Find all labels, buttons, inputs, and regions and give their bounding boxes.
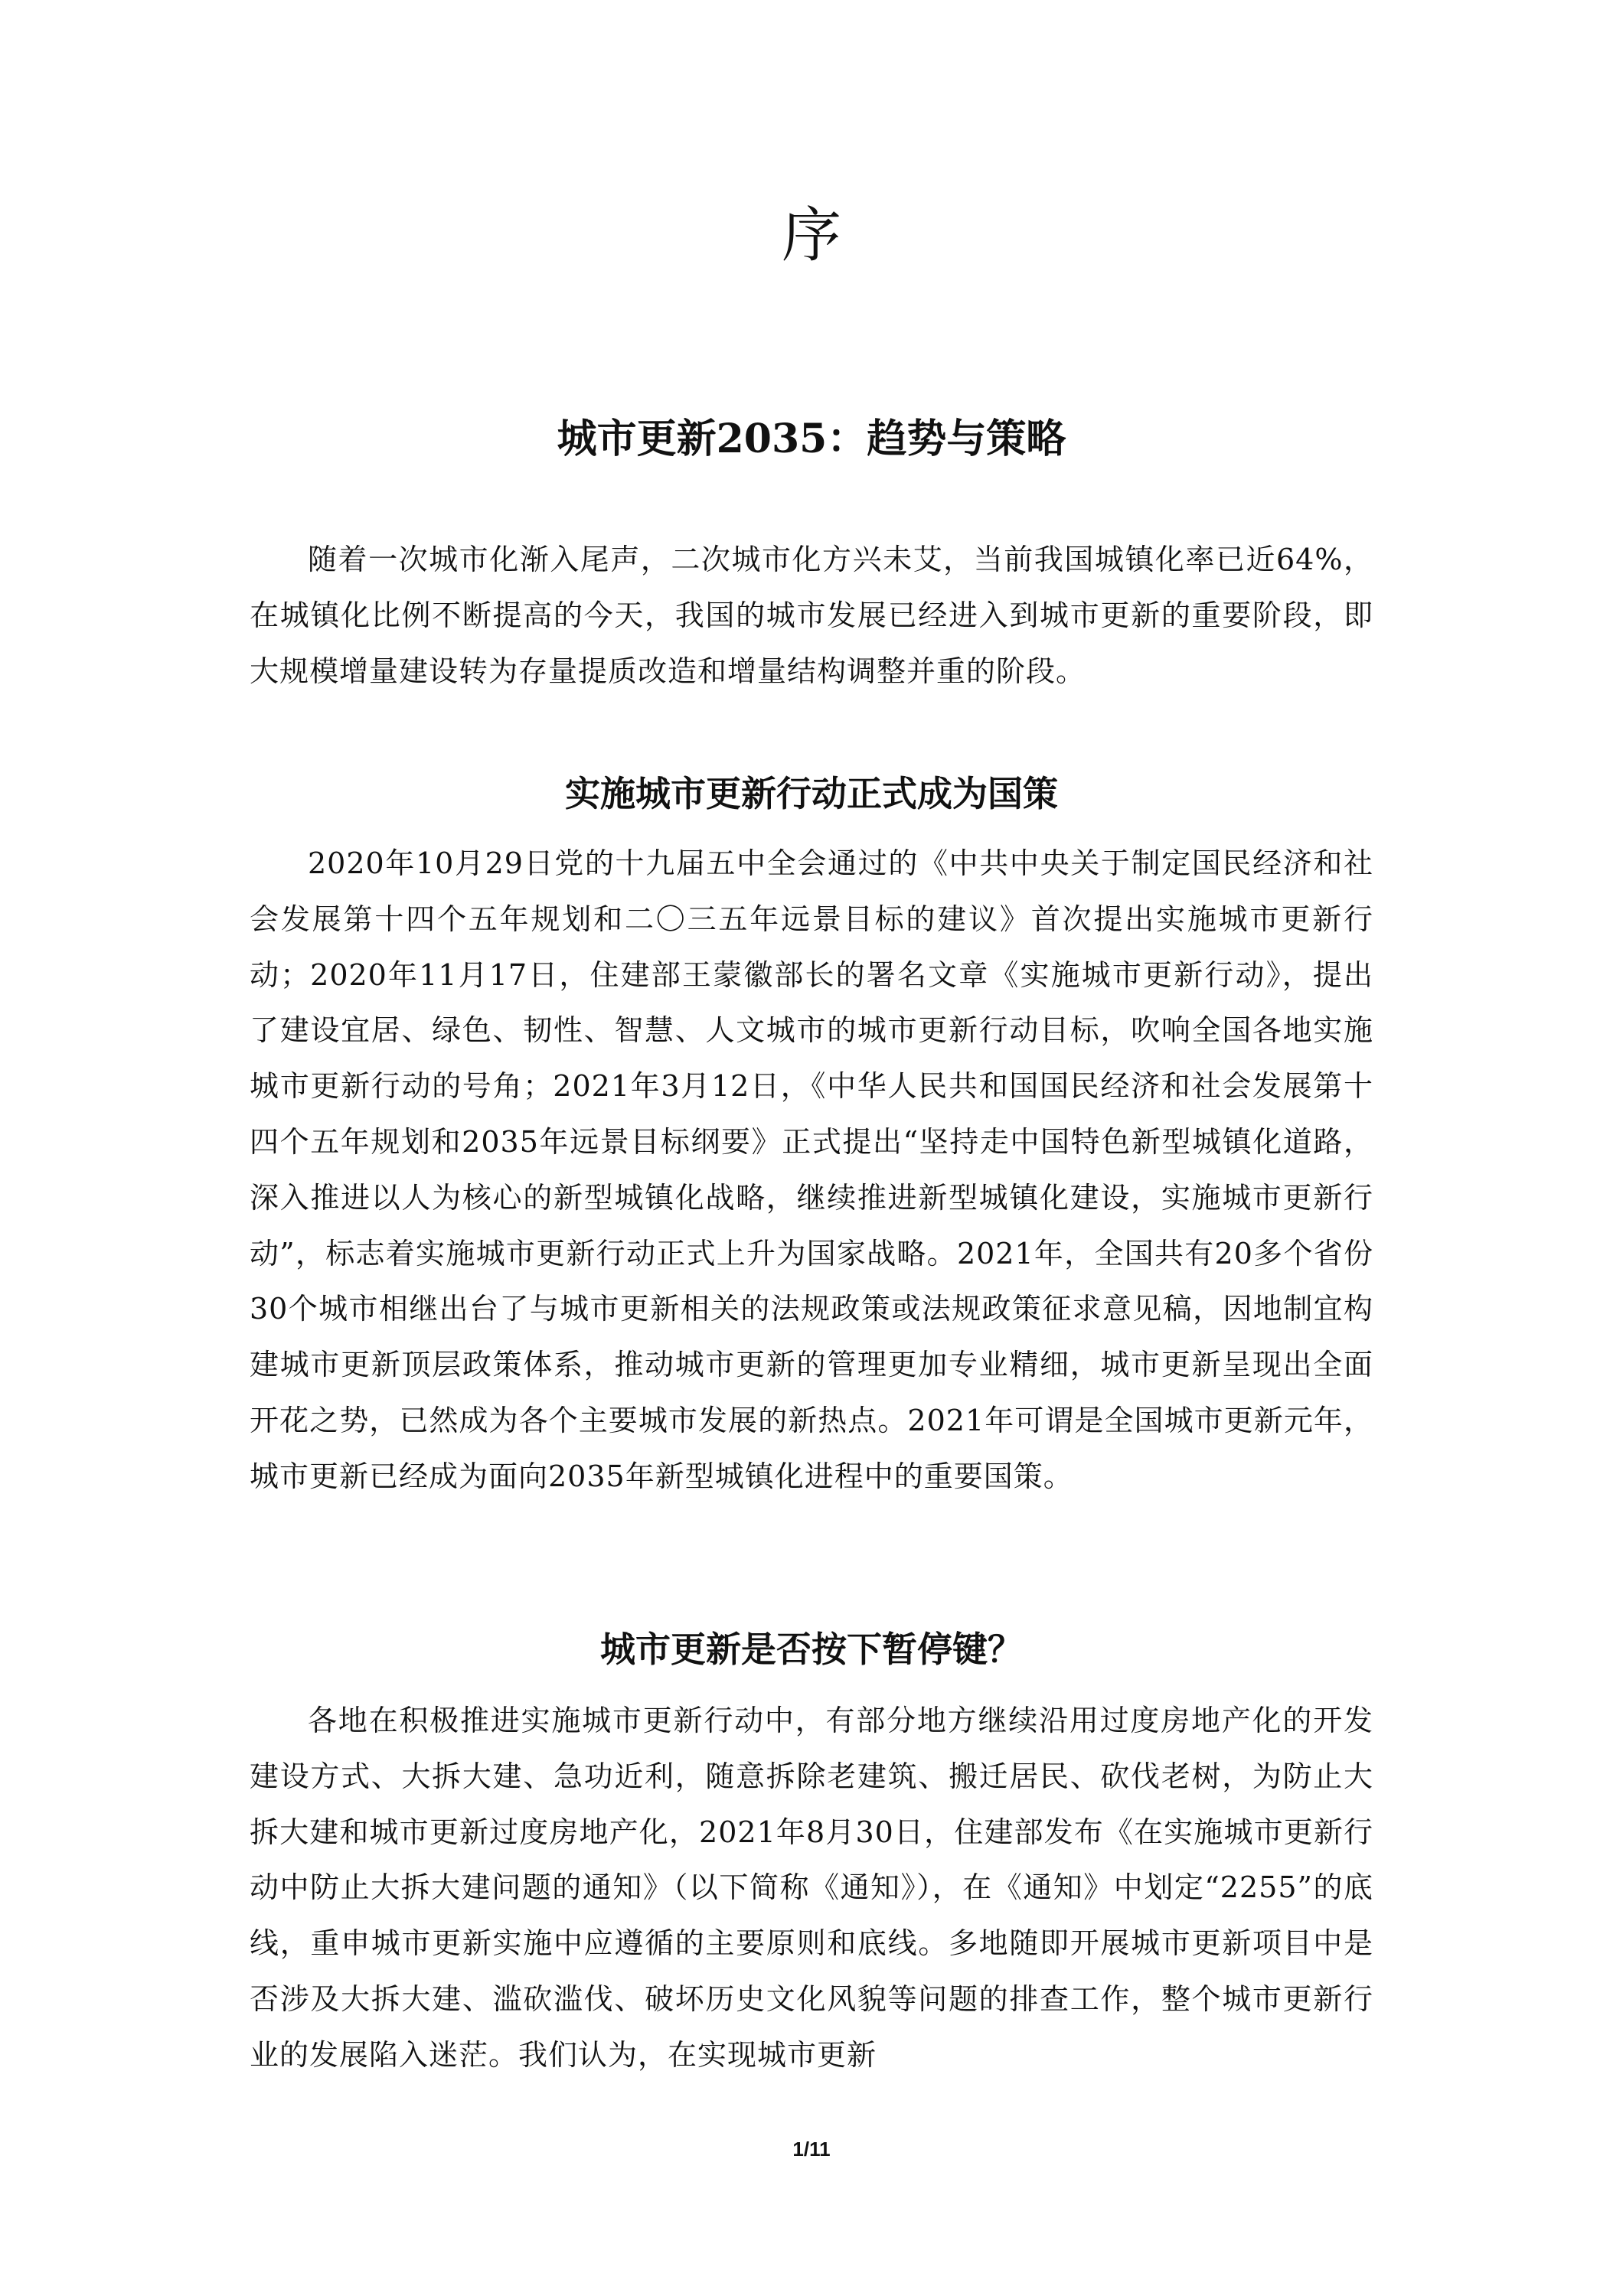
section-heading-national-policy: 实施城市更新行动正式成为国策 [565,773,1058,814]
page-number: 1/11 [792,2138,831,2161]
section-paragraph-national-policy: 2020年10月29日党的十九届五中全会通过的《中共中央关于制定国民经济和社会发展第十四个五年规划和二〇三五年远景目标的建议》首次提出实施城市更新行动；2020年11月17日，住建部王蒙徽部长的署名文章《实施城市更新行动》，提出了建设宜居、绿色、韧性、智慧、人文城市的城市更新行动目标，吹响全国各地实施城市更新行动的号角；2021年3月12日，《中华人民共和国国民经济和社会发展第十四个五年规划和2035年远景目标纲要》正式提出“坚持走中国特色新型城镇化道路，深入推进以人为核心的新型城镇化战略，继续推进新型城镇化建设，实施城市更新行动”，标志着实施城市更新行动正式上升为国家战略。2021年，全国共有20多个省份30个城市相继出台了与城市更新相关的法规政策或法规政策征求意见稿，因地制宜构建城市更新顶层政策体系，推动城市更新的管理更加专业精细，城市更新呈现出全面开花之势，已然成为各个主要城市发展的新热点。2021年可谓是全国城市更新元年，城市更新已经成为面向2035年新型城镇化进程中的重要国策。 [250,846,1373,1493]
preface-title: 序 [781,201,841,270]
document-title: 城市更新2035：趋势与策略 [557,416,1066,462]
section-heading-pause-button: 城市更新是否按下暂停键？ [600,1629,1023,1670]
section-paragraph-pause-button: 各地在积极推进实施城市更新行动中，有部分地方继续沿用过度房地产化的开发建设方式、大拆大建、急功近利，随意拆除老建筑、搬迁居民、砍伐老树，为防止大拆大建和城市更新过度房地产化，2021年8月30日，住建部发布《在实施城市更新行动中防止大拆大建问题的通知》（以下简称《通知》），在《通知》中划定“2255”的底线，重申城市更新实施中应遵循的主要原则和底线。多地随即开展城市更新项目中是否涉及大拆大建、滥砍滥伐、破坏历史文化风貌等问题的排查工作，整个城市更新行业的发展陷入迷茫。我们认为，在实现城市更新 [250,1704,1373,2072]
intro-paragraph: 随着一次城市化渐入尾声，二次城市化方兴未艾，当前我国城镇化率已近64%，在城镇化比例不断提高的今天，我国的城市发展已经进入到城市更新的重要阶段，即大规模增量建设转为存量提质改造和增量结构调整并重的阶段。 [250,543,1373,688]
